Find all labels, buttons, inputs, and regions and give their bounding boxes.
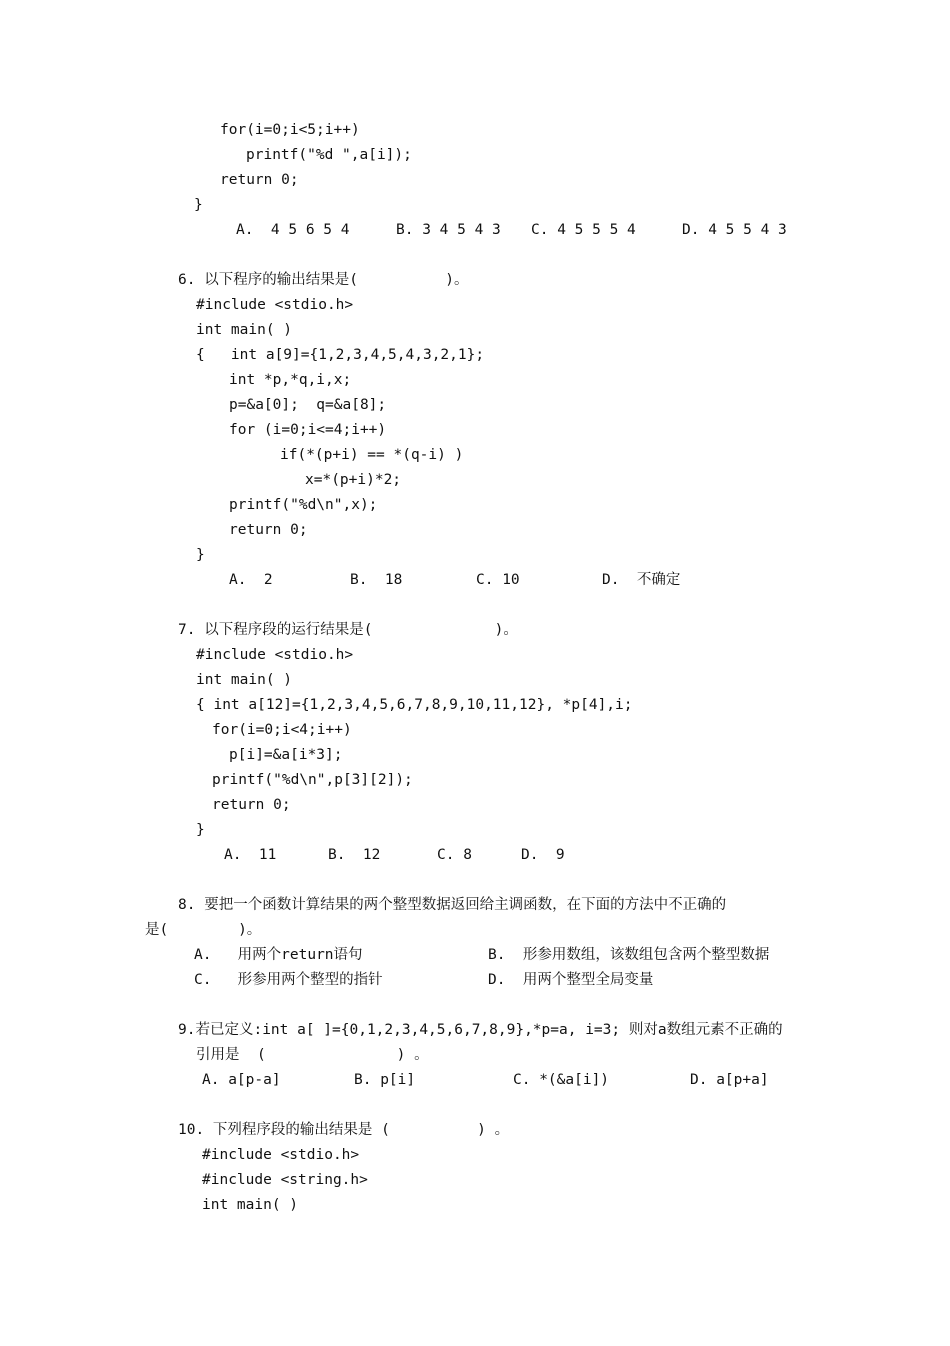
q5-option-c: C. 4 5 5 5 4 bbox=[531, 222, 636, 238]
q8-option-a: A. 用两个return语句 bbox=[194, 947, 363, 963]
q6-code-line: int main( ) bbox=[196, 322, 293, 338]
q9-stem-line: 引用是 ( ) 。 bbox=[196, 1047, 429, 1063]
q6-stem: 6. 以下程序的输出结果是( )。 bbox=[178, 272, 469, 288]
q7-option-a: A. 11 bbox=[224, 847, 277, 863]
q7-code-line: p[i]=&a[i*3]; bbox=[229, 747, 343, 763]
q6-option-b: B. 18 bbox=[350, 572, 403, 588]
q5-code-line: } bbox=[194, 197, 203, 213]
q5-option-a: A. 4 5 6 5 4 bbox=[236, 222, 350, 238]
q6-code-line: } bbox=[196, 547, 205, 563]
q7-code-line: #include <stdio.h> bbox=[196, 647, 354, 663]
q6-option-d: D. 不确定 bbox=[602, 572, 681, 588]
q6-code-line: { int a[9]={1,2,3,4,5,4,3,2,1}; bbox=[196, 347, 485, 363]
q5-option-b: B. 3 4 5 4 3 bbox=[396, 222, 501, 238]
q7-option-d: D. 9 bbox=[521, 847, 565, 863]
q7-code-line: { int a[12]={1,2,3,4,5,6,7,8,9,10,11,12}, *p[4],i; bbox=[196, 697, 633, 713]
q6-code-line: printf("%d\n",x); bbox=[229, 497, 378, 513]
q6-code-line: int *p,*q,i,x; bbox=[229, 372, 352, 388]
q7-code-line: int main( ) bbox=[196, 672, 293, 688]
q7-code-line: } bbox=[196, 822, 205, 838]
q9-option-a: A. a[p-a] bbox=[202, 1072, 281, 1088]
q10-code-line: int main( ) bbox=[202, 1197, 299, 1213]
q5-code-line: for(i=0;i<5;i++) bbox=[220, 122, 360, 138]
q9-stem-line: 9.若已定义:int a[ ]={0,1,2,3,4,5,6,7,8,9},*p=a, i=3; 则对a数组元素不正确的 bbox=[178, 1022, 783, 1038]
q10-code-line: #include <stdio.h> bbox=[202, 1147, 360, 1163]
q5-code-line: return 0; bbox=[220, 172, 299, 188]
q6-option-a: A. 2 bbox=[229, 572, 273, 588]
q7-stem: 7. 以下程序段的运行结果是( )。 bbox=[178, 622, 518, 638]
q9-option-b: B. p[i] bbox=[354, 1072, 416, 1088]
q9-option-d: D. a[p+a] bbox=[690, 1072, 769, 1088]
q7-code-line: for(i=0;i<4;i++) bbox=[212, 722, 352, 738]
q5-code-line: printf("%d ",a[i]); bbox=[246, 147, 412, 163]
q8-option-c: C. 形参用两个整型的指针 bbox=[194, 972, 383, 988]
q7-option-b: B. 12 bbox=[328, 847, 381, 863]
q8-stem-line: 是( )。 bbox=[145, 922, 262, 938]
q6-option-c: C. 10 bbox=[476, 572, 520, 588]
q7-code-line: printf("%d\n",p[3][2]); bbox=[212, 772, 413, 788]
q5-option-d: D. 4 5 5 4 3 bbox=[682, 222, 787, 238]
q6-code-line: #include <stdio.h> bbox=[196, 297, 354, 313]
q9-option-c: C. *(&a[i]) bbox=[513, 1072, 610, 1088]
q10-stem: 10. 下列程序段的输出结果是 ( ) 。 bbox=[178, 1122, 510, 1138]
q8-option-b: B. 形参用数组，该数组包含两个整型数据 bbox=[488, 947, 770, 963]
q6-code-line: for (i=0;i<=4;i++) bbox=[229, 422, 387, 438]
q7-option-c: C. 8 bbox=[437, 847, 472, 863]
q10-code-line: #include <string.h> bbox=[202, 1172, 368, 1188]
q6-code-line: if(*(p+i) == *(q-i) ) bbox=[280, 447, 464, 463]
q7-code-line: return 0; bbox=[212, 797, 291, 813]
q6-code-line: x=*(p+i)*2; bbox=[305, 472, 402, 488]
q8-stem-line: 8. 要把一个函数计算结果的两个整型数据返回给主调函数，在下面的方法中不正确的 bbox=[178, 897, 727, 913]
q6-code-line: return 0; bbox=[229, 522, 308, 538]
q8-option-d: D. 用两个整型全局变量 bbox=[488, 972, 654, 988]
q6-code-line: p=&a[0]; q=&a[8]; bbox=[229, 397, 387, 413]
